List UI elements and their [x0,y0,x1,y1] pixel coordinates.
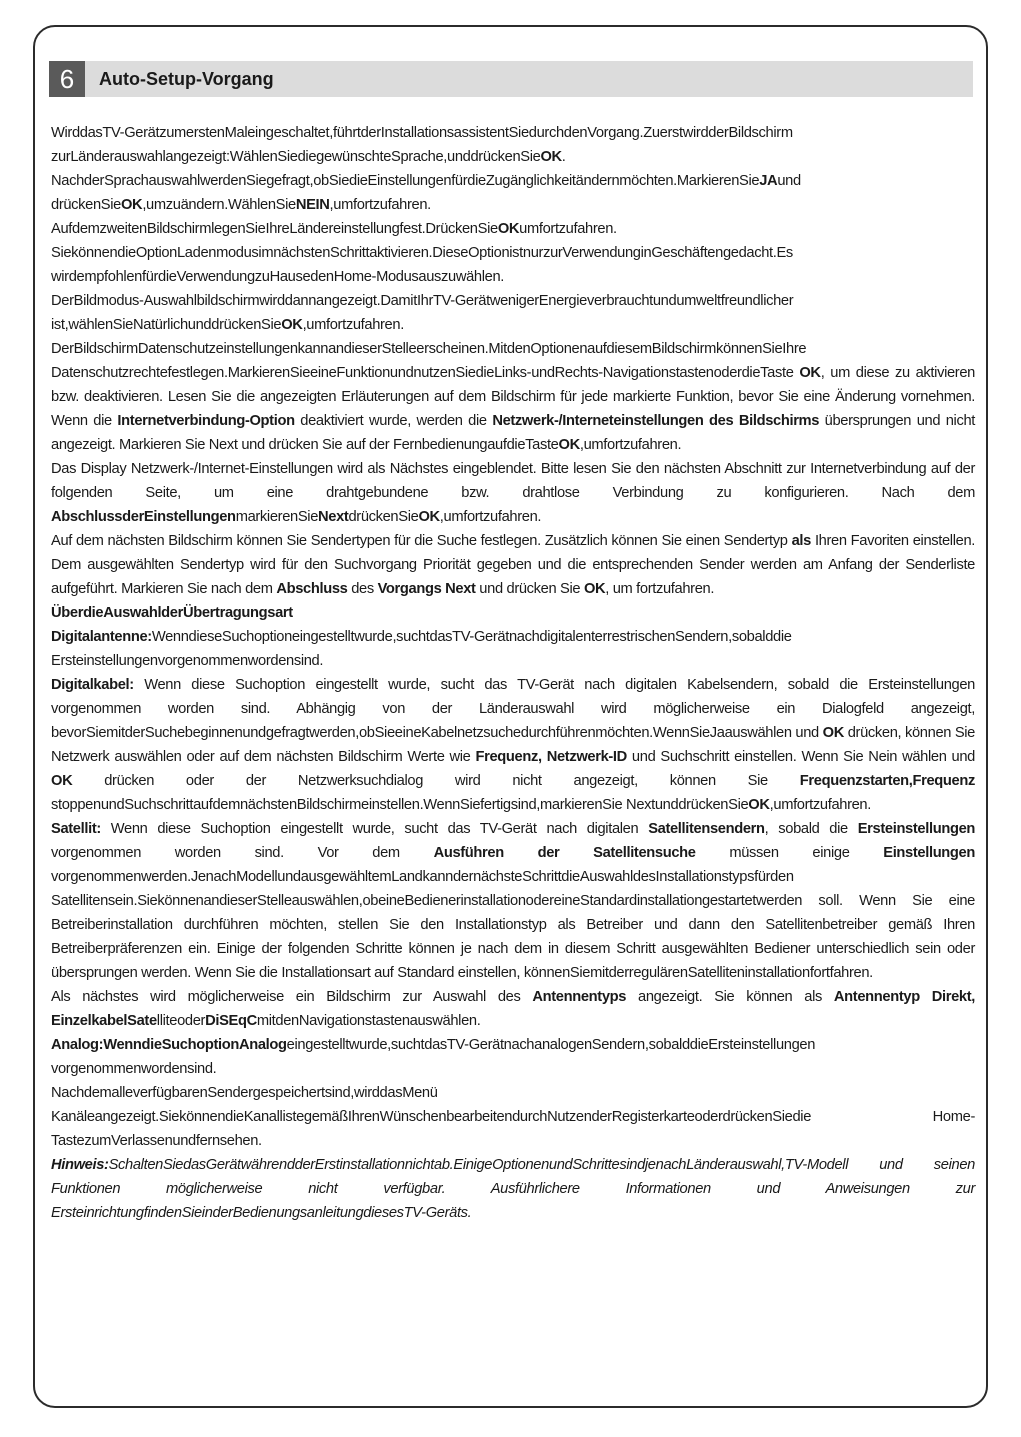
text-run: NachdemalleverfügbarenSendergespeichertsind,wirddasMenü [51,1085,438,1101]
text-run: deaktiviert wurde, werden die [294,413,493,429]
section-title: Auto-Setup-Vorgang [99,69,274,89]
bold-text: Antennentyps [532,989,627,1005]
paragraph [51,1033,975,1081]
bold-text: DiSEqC [205,1013,257,1029]
bold-text: Digitalkabel: [51,677,134,693]
text-run: DerBildschirmDatenschutzeinstellungenkannandieserStelleerscheinen.MitdenOptionenaufdiesemBildschirmkönnenSieIhre Datenschutzrechtefestlegen.MarkierenSieeineFunktionundnutzenSiedieLinks-undRechts-NavigationstastenoderdieTaste [51,341,807,381]
text-run: mitdenNavigationstastenauswählen. [256,1013,481,1029]
bold-text: als [791,533,811,549]
paragraph [51,673,975,817]
paragraph [51,217,975,241]
paragraph [51,121,975,169]
text-run: des [347,581,378,597]
text-run: drücken, können Sie Netzwerk auswählen oder auf dem nächsten Bildschirm Werte wie [51,725,975,765]
bold-text: Ersteinstellungen [857,821,976,837]
bold-text: OK [799,365,821,381]
bold-text: Analog: [51,1037,104,1053]
bold-text: OK [540,149,562,165]
text-run: ,umfortzufahren. [579,437,682,453]
bold-text: Vorgangs Next [377,581,476,597]
bold-text: Digitalantenne: [51,629,152,645]
bold-text: Hinweis: [51,1157,109,1173]
paragraph [51,457,975,529]
text-run: und drücken Sie [475,581,584,597]
bold-text: OK [583,581,606,597]
bold-text: OK [822,725,844,741]
bold-text: ÜberdieAuswahlderÜbertragungsart [51,605,293,621]
text-run: müssen einige [695,845,884,861]
bold-text: OK [558,437,580,453]
paragraph [51,337,975,457]
section-header [49,61,973,97]
paragraph [51,601,975,625]
bold-text: Next [318,509,349,525]
text-run: drücken oder der Netzwerksuchdialog wird nicht angezeigt, können Sie [72,773,800,789]
text-run: Ihren Favoriten einstellen. Dem ausgewählten Sendertyp wird für den Suchvorgang Priorität gegeben und die entsprechenden Sender werden am Anfang der Senderliste aufgeführt. Markieren Sie nach dem [51,533,976,597]
paragraph [51,289,975,337]
text-run: vorgenommenwerden.JenachModellundausgewähltemLandkanndernächsteSchrittdieAuswahldesInstallationstypsfürden Satellitensein.SiekönnenandieserStelleauswählen,obeineBedienerinstallationodereineStandardinstallationgestartetwerden soll. Wenn Sie eine Betreiberinstallation durchführen möchten, stellen Sie den Installationstyp als Betreiber und dann den Satellitenbetreiber gemäß Ihren Betreiberpräferenzen ein. Einige der folgenden Schritte können je nach dem in diesem Schritt ausgewählten Bediener unterschiedlich sein oder übersprungen werden. Wenn Sie die Installationsart auf Standard einstellen, könnenSiemitderregulärenSatelliteninstallationfortfahren. [51,869,975,981]
text-run: markierenSie [235,509,319,525]
bold-text: WenndieSuchoptionAnalog [103,1037,287,1053]
paragraph [51,985,975,1033]
paragraph [51,817,975,985]
bold-text: NEIN [295,197,330,213]
text-run: , um diese zu aktivieren bzw. deaktivieren. Lesen Sie die angezeigten Erläuterungen auf dem Bildschirm für jede markierte Funktion, bevor Sie eine Änderung vornehmen. Wenn die [51,365,975,429]
text-run: ,umfortzufahren. [439,509,542,525]
bold-text: OK [51,773,73,789]
text-run: ,umzuändern.WählenSie [142,197,296,213]
text-run: SchaltenSiedasGerätwährendderErstinstallationnichtab.EinigeOptionenundSchrittesindjenachLänderauswahl,TV-Modell und seinen Funktionen möglicherweise nicht verfügbar. Ausführlichere Informationen und Anweisungen zur ErsteinrichtungfindenSieinderBedienungsanleitungdiesesTV-Geräts. [51,1157,975,1221]
text-run: NachderSprachauswahlwerdenSiegefragt,obSiedieEinstellungenfürdieZugänglichkeitändernmöchten.MarkierenSie [51,173,760,189]
paragraph [51,241,975,289]
section-number: 6 [49,61,85,97]
text-run: Auf dem nächsten Bildschirm können Sie Sendertypen für die Suche festlegen. Zusätzlich können Sie einen Sendertyp [51,533,792,549]
bold-text: Antennentyp Direkt, EinzelkabelSate [51,989,975,1029]
bold-text: Einstellungen [883,845,975,861]
bold-text: JA [759,173,778,189]
text-run: . [561,149,566,165]
text-run: vorgenommen worden sind. Vor dem [51,845,434,861]
bold-text: OK [497,221,520,237]
bold-text: Abschluss [276,581,348,597]
bold-text: Netzwerk-/Interneteinstellungen des Bildschirms [492,413,820,429]
text-run: und drückenSie [51,173,801,213]
text-run: drückenSie [348,509,419,525]
text-run: SiekönnendieOptionLadenmodusimnächstenSchrittaktivieren.DieseOptionistnurzurVerwendunginGeschäftengedacht.Es wirdempfohlenfürdieVerwendungzuHausedenHome-Modusauszuwählen. [51,245,793,285]
bold-text: Frequenzstarten,Frequenz [799,773,975,789]
text-run: ,umfortzufahren. [769,797,871,813]
bold-text: OK [281,317,303,333]
text-run: Als nächstes wird möglicherweise ein Bildschirm zur Auswahl des [51,989,533,1005]
text-run: ,umfortzufahren. [329,197,431,213]
text-run: WenndieseSuchoptioneingestelltwurde,suchtdasTV-GerätnachdigitalenterrestrischenSendern,sobalddie Ersteinstellungenvorgenommenwordensind. [51,629,792,669]
paragraph [51,1105,975,1153]
bold-text: Satellit: [51,821,101,837]
text-run: Wenn diese Suchoption eingestellt wurde, sucht das TV-Gerät nach digitalen [100,821,649,837]
bold-text: Internetverbindung-Option [117,413,295,429]
text-run: Wenn diese Suchoption eingestellt wurde, sucht das TV-Gerät nach digitalen Kabelsendern, sobald die Ersteinstellungen vorgenommen worden sind. Abhängig von der Länderauswahl wird möglicherweise ein Dialogfeld angezeigt, bevorSiemitderSuchebeginnenundgefragtwerden,obSieeineKabelnetzsuchedurchführenmöchten.WennSieJaauswählen und [51,677,975,741]
paragraph [51,169,975,217]
bold-text: AbschlussderEinstellungen [51,509,236,525]
text-run: lliteoder [156,1013,206,1029]
text-run: Das Display Netzwerk-/Internet-Einstellungen wird als Nächstes eingeblendet. Bitte lesen Sie den nächsten Abschnitt zur Internetverbindung auf der folgenden Seite, um eine drahtgebundene bzw. drahtlose Verbindung zu konfigurieren. Nach dem [51,461,975,501]
text-run: , sobald die [764,821,858,837]
text-run: , um fortzufahren. [605,581,715,597]
text-run: ,umfortzufahren. [302,317,404,333]
bold-text: OK [418,509,440,525]
bold-text: Satellitensendern [648,821,765,837]
text-run: übersprungen und nicht angezeigt. Markieren Sie Next und drücken Sie auf der FernbedienungaufdieTaste [51,413,976,453]
text-run: DerBildmodus-Auswahlbildschirmwirddannangezeigt.DamitIhrTV-GerätwenigerEnergieverbrauchtundumweltfreundlicher ist,wählenSieNatürlichunddrückenSie [51,293,794,333]
bold-text: Ausführen der Satellitensuche [433,845,696,861]
text-run: eingestelltwurde,suchtdasTV-GerätnachanalogenSendern,sobalddieErsteinstellungen vorgenommenwordensind. [51,1037,816,1077]
paragraph [51,625,975,673]
paragraph [51,529,975,601]
bold-text: Frequenz, Netzwerk-ID [475,749,627,765]
paragraph [51,1153,975,1225]
text-run: und Suchschritt einstellen. Wenn Sie Nein wählen und [626,749,976,765]
bold-text: OK [748,797,770,813]
text-run: umfortzufahren. [519,221,617,237]
section-body [51,121,975,1225]
text-run: AufdemzweitenBildschirmlegenSieIhreLändereinstellungfest.DrückenSie [51,221,498,237]
text-run: WirddasTV-GerätzumerstenMaleingeschaltet,führtderInstallationsassistentSiedurchdenVorgang.ZuerstwirdderBildschirm zurLänderauswahlangezeigt:WählenSiediegewünschteSprache,unddrückenSie [51,125,793,165]
text-run: angezeigt. Sie können als [626,989,834,1005]
paragraph [51,1081,975,1105]
text-run: Kanäleangezeigt.SiekönnendieKanallistegemäßIhrenWünschenbearbeitendurchNutzenderRegisterkarteoderdrückenSiedie Home-TastezumVerlassenundfernsehen. [51,1109,975,1149]
bold-text: OK [120,197,143,213]
text-run: stoppenundSuchschrittaufdemnächstenBildschirmeinstellen.WennSiefertigsind,markierenSie NextunddrückenSie [51,797,749,813]
